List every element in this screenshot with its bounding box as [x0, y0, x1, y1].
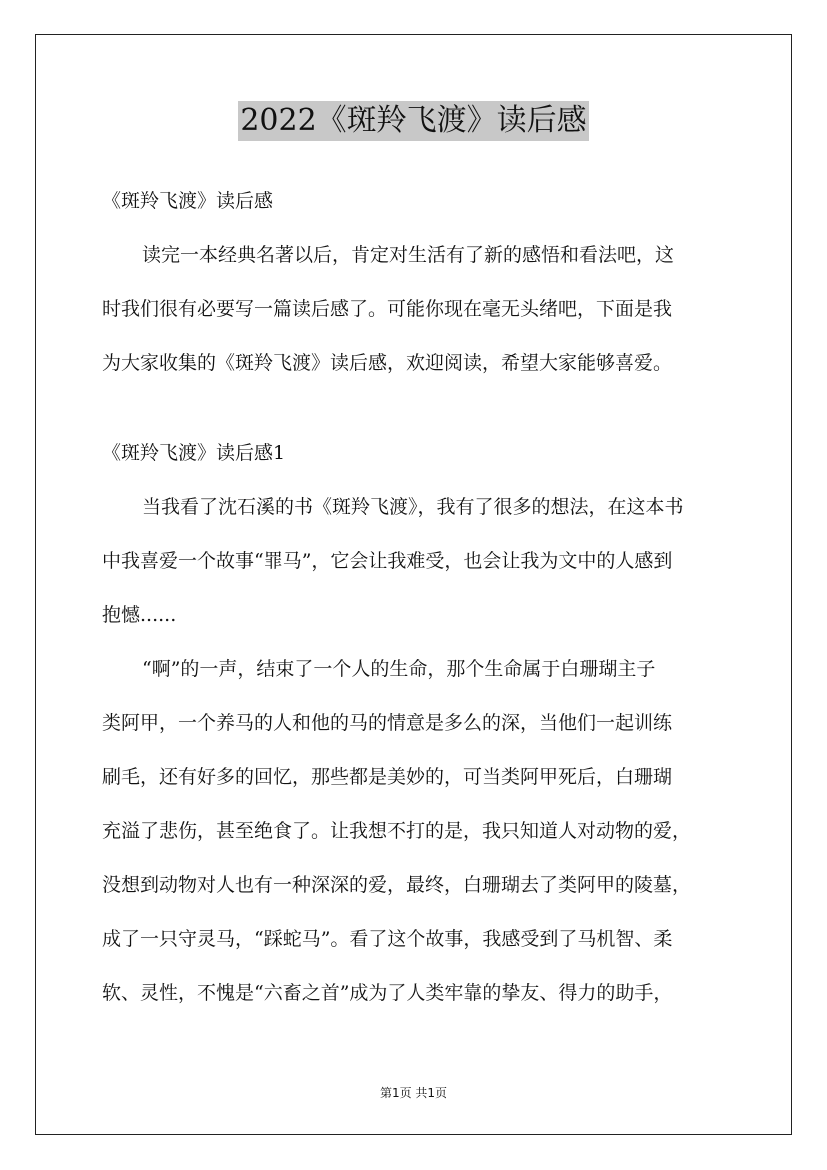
paragraph-line: 没想到动物对人也有一种深深的爱，最终，白珊瑚去了类阿甲的陵墓，: [102, 874, 692, 896]
subtitle: 《斑羚飞渡》读后感: [102, 190, 274, 212]
paragraph-line: 成了一只守灵马，“踩蛇马”。看了这个故事，我感受到了马机智、柔: [102, 928, 673, 950]
intro-paragraph: [102, 228, 732, 390]
paragraph-line: 刷毛，还有好多的回忆，那些都是美妙的，可当类阿甲死后，白珊瑚: [102, 766, 673, 788]
page-footer: 第1页 共1页: [379, 1086, 448, 1100]
intro-line: 时我们很有必要写一篇读后感了。可能你现在毫无头绪吧，下面是我: [102, 298, 673, 320]
paragraph-1: [102, 480, 732, 642]
paragraph-line: 充溢了悲伤，甚至绝食了。让我想不打的是，我只知道人对动物的爱，: [102, 820, 692, 842]
paragraph-2: [102, 642, 732, 1020]
title-container: [0, 101, 827, 141]
paragraph-line: 当我看了沈石溪的书《斑羚飞渡》，我有了很多的想法，在这本书: [142, 496, 684, 518]
intro-line: 为大家收集的《斑羚飞渡》读后感，欢迎阅读，希望大家能够喜爱。: [102, 352, 673, 374]
document-title: 2022《斑羚飞渡》读后感: [238, 101, 588, 141]
paragraph-line: 抱憾......: [102, 604, 177, 626]
intro-line: 读完一本经典名著以后，肯定对生活有了新的感悟和看法吧，这: [142, 244, 675, 266]
document-body: [102, 174, 732, 1020]
paragraph-line: 软、灵性，不愧是“六畜之首”成为了人类牢靠的挚友、得力的助手，: [102, 982, 673, 1004]
section-heading: 《斑羚飞渡》读后感1: [102, 442, 286, 464]
paragraph-line: 类阿甲，一个养马的人和他的马的情意是多么的深，当他们一起训练: [102, 712, 673, 734]
paragraph-line: 中我喜爱一个故事“罪马”，它会让我难受，也会让我为文中的人感到: [102, 550, 673, 572]
paragraph-line: “啊”的一声，结束了一个人的生命，那个生命属于白珊瑚主子: [142, 658, 656, 680]
spacer: [102, 390, 732, 426]
